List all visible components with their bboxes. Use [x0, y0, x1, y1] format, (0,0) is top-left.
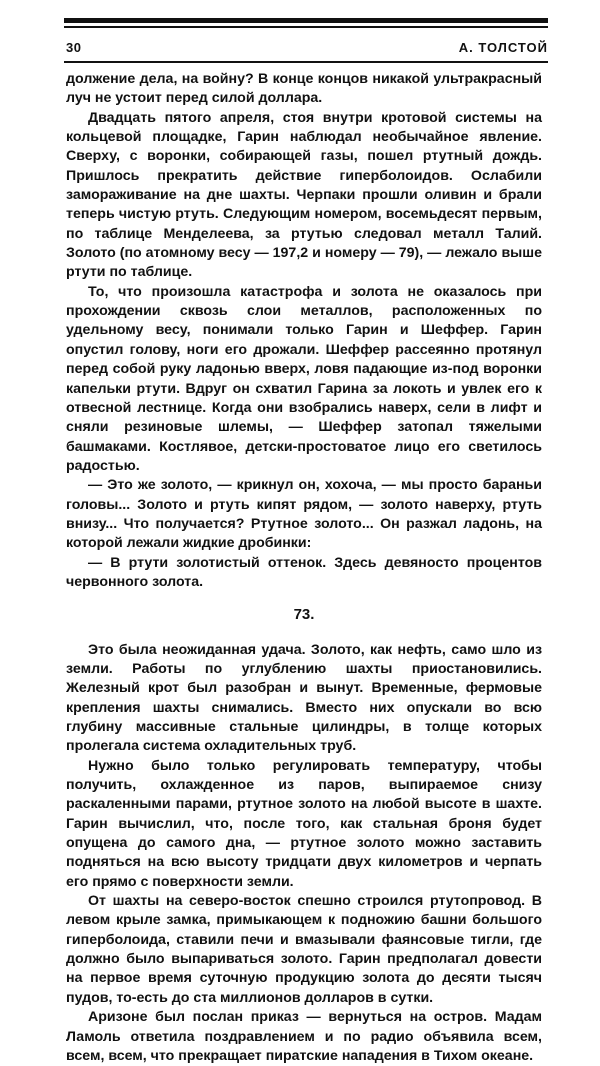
- top-rule-thick: [64, 18, 548, 23]
- paragraph: Нужно было только регулировать температуру, чтобы получить, охлажденное из паров, выпираемое снизу раскаленными парами, ртутное золото на любой высоте в шахте. Гарин вычислил, что, после того, как стальная броня будет опущена до самого дна, — ртутное золото можно заставить подняться на всю высоту тридцати двух километров и черпать его прямо с поверхности земли.: [66, 757, 542, 890]
- paragraph: Это была неожиданная удача. Золото, как нефть, само шло из земли. Работы по углублению шахты приостановились. Железный крот был разобран и вынут. Временные, фермовые крепления шахты снимались. Вместо них опускали во всю глубину массивные стальные цилиндры, в толще которых пролегала система охладительных труб.: [66, 641, 542, 755]
- paragraph: — В ртути золотистый оттенок. Здесь девяносто процентов червонного золота.: [66, 554, 542, 590]
- top-rule-thin: [64, 26, 548, 28]
- paragraph: должение дела, на войну? В конце концов никакой ультракрасный луч не устоит перед силой доллара.: [66, 71, 542, 107]
- paragraph: То, что произошла катастрофа и золота не оказалось при прохождении сквозь слои металлов, расположенных по удельному весу, понимали только Гарин и Шеффер. Гарин опустил голову, ноги его дрожали. Шеффер рассеянно протянул перед собой руку ладонью вверх, ловя падающие из-под воронки капельки ртути. Вдруг он схватил Гарина за локоть и увлек его к отвесной лестнице. Когда они взобрались наверх, сели в лифт и сняли резиновые шлемы, — Шеффер затопал тяжелыми башмаками. Костлявое, детски-простоватое лицо его светилось радостью.: [66, 283, 542, 474]
- paragraph: Двадцать пятого апреля, стоя внутри кротовой системы на кольцевой площадке, Гарин наблюдал необычайное явление. Сверху, с воронки, собирающей газы, пошел ртутный дождь. Пришлось прекратить действие гиперболоидов. Ослабили замораживание на дне шахты. Черпаки прошли оливин и брали теперь чистую ртуть. Следующим номером, восемьдесят первым, по таблице Менделеева, за ртутью следовал металл Талий. Золото (по атомному весу — 197,2 и номеру — 79), — лежало выше ртути по таблице.: [66, 109, 542, 281]
- paragraph: От шахты на северо-восток спешно строился ртутопровод. В левом крыле замка, примыкающем к подножию башни большого гиперболоида, ставили печи и вмазывали фаянсовые тигли, где должно было выпариваться золото. Гарин предполагал довести на первое время суточную продукцию золота до десяти тысяч пудов, то-есть до ста миллионов долларов в сутки.: [66, 893, 542, 1006]
- body-text: [66, 70, 542, 1066]
- chapter-number: 73.: [293, 606, 315, 624]
- running-title: А. ТОЛСТОЙ: [458, 40, 548, 55]
- page-number: 30: [66, 40, 82, 55]
- header-rule: [64, 61, 548, 63]
- paragraph: — Это же золото, — крикнул он, хохоча, — мы просто бараньи головы... Золото и ртуть кипят рядом, — золото наверху, ртуть внизу... Что получается? Ртутное золото... Он разжал ладонь, на которой лежали жидкие дробинки:: [66, 477, 542, 552]
- page-header: [64, 38, 548, 58]
- paragraph: Аризоне был послан приказ — вернуться на остров. Мадам Ламоль ответила поздравлением и по радио объявила всем, всем, всем, что прекращает пиратские нападения в Тихом океане.: [66, 1009, 542, 1064]
